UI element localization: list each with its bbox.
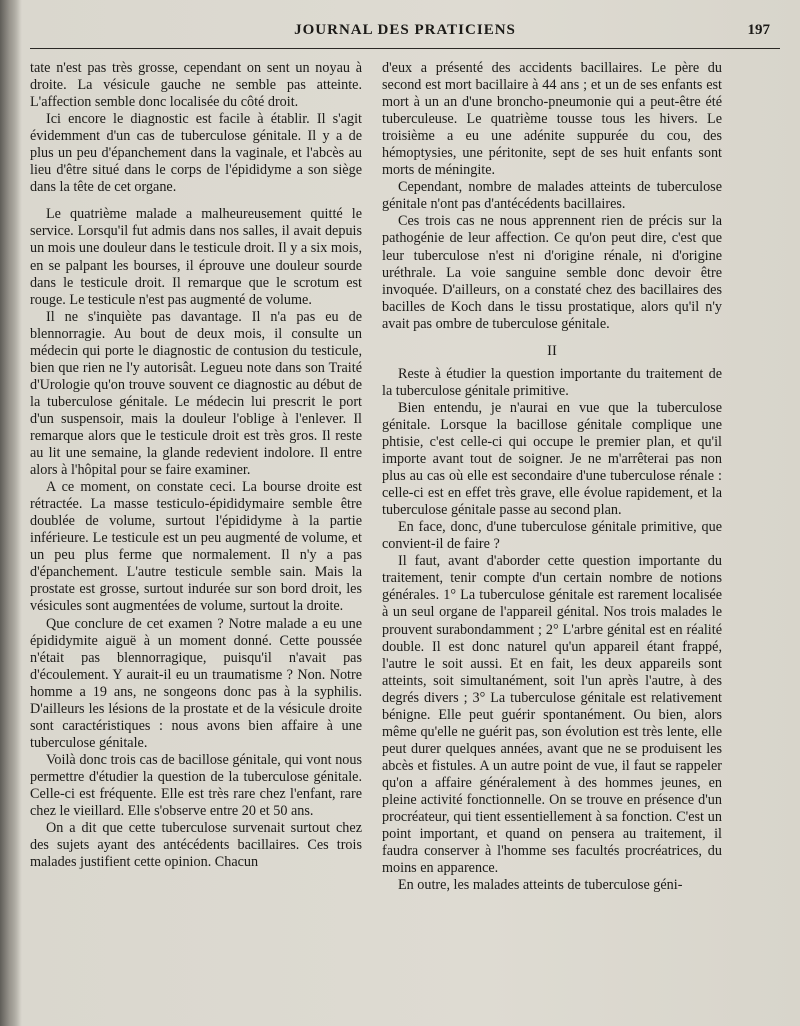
- paragraph: A ce moment, on constate ceci. La bourse droite est rétractée. La masse testiculo-épididymaire semble être doublée de volume, surtout l'épididyme à la partie inférieure. Le testicule est un peu augmenté de volume, et un peu plus ferme que normalement. Il n'y a pas d'épanchement. L'autre testicule semble sain. Mais la prostate est grosse, surtout indurée sur son bord droit, les vésicules sont augmentées de volume, surtout la droite.: [30, 479, 362, 615]
- right-column: [382, 60, 722, 894]
- paragraph: Il ne s'inquiète pas davantage. Il n'a pas eu de blennorragie. Au bout de deux mois, il consulte un médecin qui porte le diagnostic de contusion du testicule, bien que rien ne l'y autorisât. Legueu note dans son Traité d'Urologie qu'on trouve souvent ce diagnostic au début de la tuberculose génitale. Le médecin lui prescrit le port d'un suspensoir, mais la douleur l'oblige à l'enlever. Il remarque alors que le testicule droit est très gros. Il reste au lit une semaine, la glande redevient indolore. Il entre alors à l'hôpital pour se faire examiner.: [30, 308, 362, 479]
- left-column: [30, 60, 362, 871]
- paragraph: Bien entendu, je n'aurai en vue que la tuberculose génitale. Lorsque la bacillose génitale complique une phtisie, c'est celle-ci qui occupe le premier plan, et qu'il importe avant tout de soigner. Je ne m'arrêterai pas non plus au cas où elle est secondaire d'une tuberculose rénale : celle-ci est en effet très grave, elle évolue rapidement, et la tuberculose génitale passe au second plan.: [382, 399, 722, 519]
- paragraph: Ces trois cas ne nous apprennent rien de précis sur la pathogénie de leur affection. Ce qu'on peut dire, c'est que leur tuberculose n'est ni d'origine rénale, ni d'origine uréthrale. La voie sanguine semble donc devoir être invoquée. D'ailleurs, on a constaté chez des bacillaires des bacilles de Koch dans le tissu prostatique, alors qu'il n'y avait pas ombre de tuberculose génitale.: [382, 213, 722, 332]
- binding-shadow: [0, 0, 22, 1026]
- paragraph: En face, donc, d'une tuberculose génitale primitive, que convient-il de faire ?: [382, 519, 722, 553]
- running-title: JOURNAL DES PRATICIENS: [294, 22, 516, 38]
- header-rule: [30, 48, 780, 49]
- page-header: [30, 20, 780, 46]
- paragraph: En outre, les malades atteints de tuberculose géni-: [398, 877, 683, 894]
- page-number: 197: [747, 22, 770, 38]
- paragraph: d'eux a présenté des accidents bacillaires. Le père du second est mort bacillaire à 44 ans ; et un de ses enfants est mort à un an d'une broncho-pneumonie qui a peut-être été tuberculeuse. Le quatrième tousse tous les hivers. Le troisième a eu une adénite suppurée du cou, des hémoptysies, une péritonite, sept de ses huit enfants sont morts de méningite.: [382, 60, 722, 179]
- paragraph: Il faut, avant d'aborder cette question importante du traitement, tenir compte d'un certain nombre de notions générales. 1° La tuberculose génitale est rarement localisée à un seul organe de l'appareil génital. Nos trois malades le prouvent surabondamment ; 2° L'arbre génital est en réalité double. Il est donc naturel qu'un appareil étant frappé, l'autre le soit aussi. Et en fait, les deux appareils sont atteints, soit simultanément, soit l'un après l'autre, à des degrés divers ; 3° La tuberculose génitale est relativement bénigne. Elle peut guérir spontanément. Ou bien, alors même qu'elle ne guérit pas, son évolution est très lente, elle peut durer quelques années, avant que ne se produisent les abcès et fistules. A un autre point de vue, il faut se rappeler qu'on a affaire généralement à des hommes jeunes, en pleine activité fonctionnelle. On se trouve en présence d'un procréateur, qui tient essentiellement à sa fonction. C'est un point important, et quand on pensera au traitement, il faudra conserver à l'homme ses facultés procréatrices, du moins en apparence.: [382, 553, 722, 877]
- paragraph: tate n'est pas très grosse, cependant on sent un noyau à droite. La vésicule gauche ne semble pas atteinte. L'affection semble donc localisée du côté droit.: [30, 60, 362, 111]
- paragraph: Le quatrième malade a malheureusement quitté le service. Lorsqu'il fut admis dans nos salles, il avait depuis un mois une douleur dans le testicule droit. Il y a six mois, en se palpant les bourses, il éprouve une douleur sourde dans le testicule droit. Il remarque que le scrotum est rouge. Le testicule n'est pas augmenté de volume.: [30, 206, 362, 308]
- paragraph: Que conclure de cet examen ? Notre malade a eu une épididymite aiguë à un moment donné. Cette poussée n'était pas blennorragique, puisqu'il n'avait pas d'écoulement. Y aurait-il eu un traumatisme ? Non. Notre homme a 19 ans, ne songeons donc pas à la syphilis. D'ailleurs les lésions de la prostate et de la vésicule droite sont caractéristiques : nous avons bien affaire à une tuberculose génitale.: [30, 615, 362, 751]
- paragraph: Voilà donc trois cas de bacillose génitale, qui vont nous permettre d'étudier la question de la tuberculose génitale. Celle-ci est fréquente. Elle est très rare chez l'enfant, rare chez le vieillard. Elle s'observe entre 20 et 50 ans.: [30, 751, 362, 820]
- section-heading: II: [547, 342, 557, 359]
- paragraph: Ici encore le diagnostic est facile à établir. Il s'agit évidemment d'un cas de tuberculose génitale. Il y a de plus un peu d'épanchement dans la vaginale, et l'abcès au lieu d'être situé dans le corps de l'épididyme a son siège dans la tête de cet organe.: [30, 111, 362, 196]
- paragraph: Reste à étudier la question importante du traitement de la tuberculose génitale primitive.: [382, 365, 722, 399]
- paragraph: Cependant, nombre de malades atteints de tuberculose génitale n'ont pas d'antécédents bacillaires.: [382, 179, 722, 213]
- paragraph: On a dit que cette tuberculose survenait surtout chez des sujets ayant des antécédents bacillaires. Ces trois malades justifient cette opinion. Chacun: [30, 820, 362, 871]
